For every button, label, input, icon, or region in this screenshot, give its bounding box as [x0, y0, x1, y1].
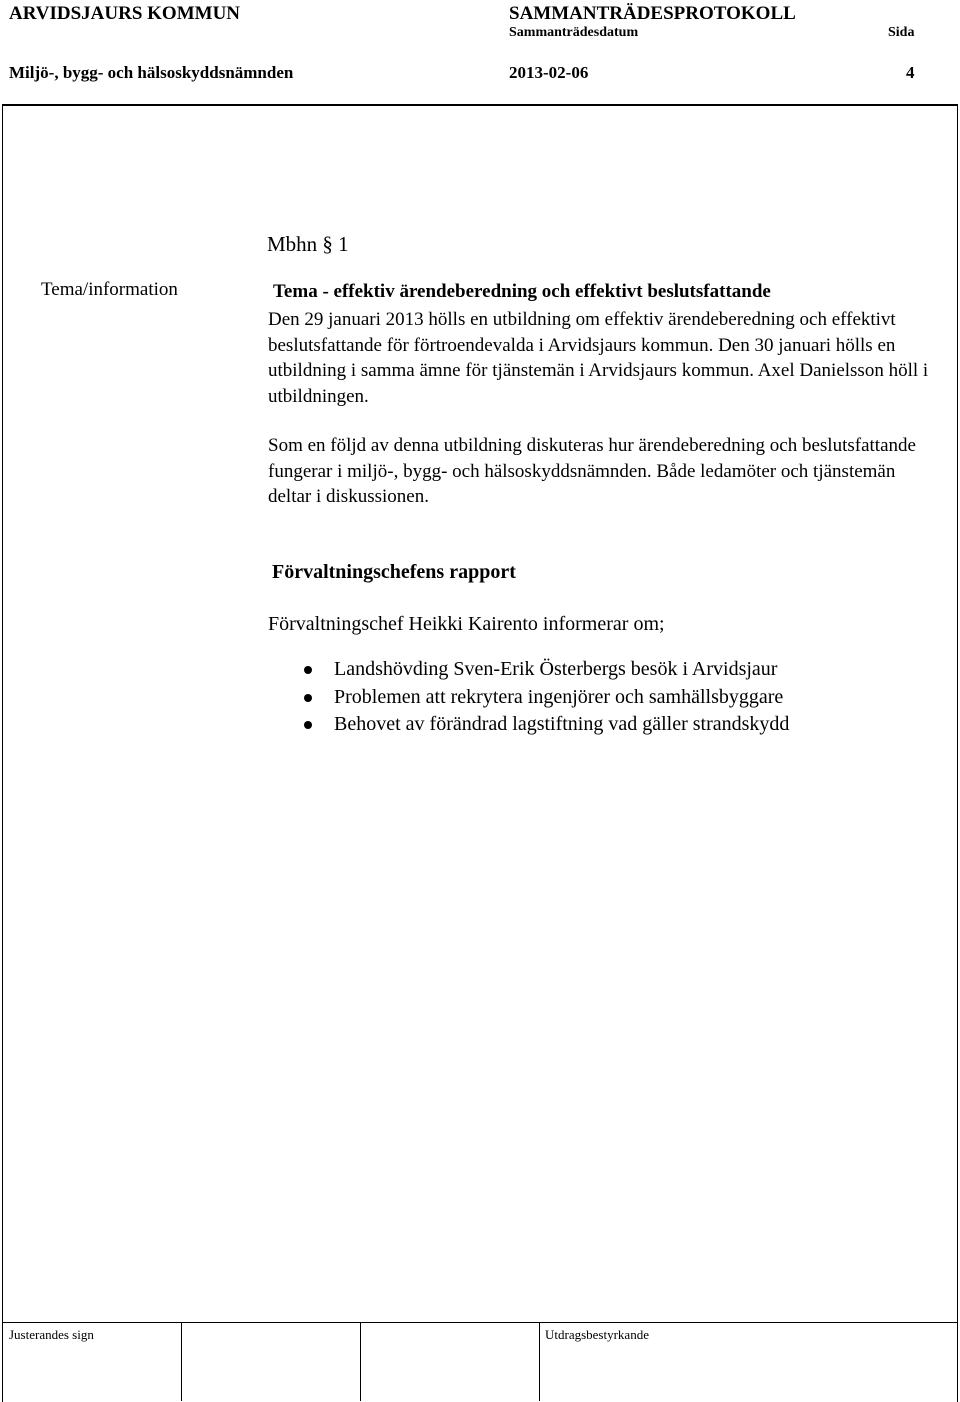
- bullet-icon: [304, 721, 312, 729]
- header-page-label: Sida: [888, 25, 915, 40]
- footer-signature-label: Justerandes sign: [9, 1327, 94, 1342]
- header-meeting-date: 2013-02-06: [509, 63, 589, 82]
- footer-divider: [181, 1323, 182, 1401]
- footer-extract-label: Utdragsbestyrkande: [545, 1327, 649, 1342]
- section1-heading: Tema - effektiv ärendeberedning och effektivt beslutsfattande: [273, 281, 771, 302]
- section2-heading: Förvaltningschefens rapport: [272, 561, 516, 583]
- header-page-number: 4: [906, 63, 915, 82]
- header-organization: ARVIDSJAURS KOMMUN: [9, 3, 241, 24]
- category-label: Tema/information: [41, 279, 178, 300]
- header-date-label: Sammanträdesdatum: [509, 25, 639, 40]
- bullet-icon: [304, 694, 312, 702]
- section1-paragraph1: Den 29 januari 2013 hölls en utbildning om effektiv ärendeberedning och effektivt beslutsfattande för förtroendevalda i Arvidsjaurs kommun. Den 30 januari hölls en utbildning i samma ämne för tjänstemän i Arvidsjaurs kommun. Axel Danielsson höll i utbildningen.: [268, 309, 929, 407]
- list-item-text: Problemen att rekrytera ingenjörer och samhällsbyggare: [334, 685, 784, 708]
- footer-divider: [360, 1323, 361, 1401]
- section2-intro: Förvaltningschef Heikki Kairento informerar om;: [268, 613, 665, 635]
- footer-table: [2, 1322, 957, 1401]
- bullet-icon: [304, 666, 312, 674]
- paragraph-number: Mbhn § 1: [267, 232, 349, 256]
- section1-paragraph2: Som en följd av denna utbildning diskuteras hur ärendeberedning och beslutsfattande fungerar i miljö-, bygg- och hälsoskyddsnämnden. Både ledamöter och tjänstemän deltar i diskussionen.: [268, 435, 916, 507]
- header-committee: Miljö-, bygg- och hälsoskyddsnämnden: [9, 63, 294, 82]
- footer-divider: [539, 1323, 540, 1401]
- list-item-text: Landshövding Sven-Erik Österbergs besök i Arvidsjaur: [334, 658, 778, 680]
- list-item-text: Behovet av förändrad lagstiftning vad gäller strandskydd: [334, 713, 790, 735]
- header-document-type: SAMMANTRÄDESPROTOKOLL: [509, 3, 796, 24]
